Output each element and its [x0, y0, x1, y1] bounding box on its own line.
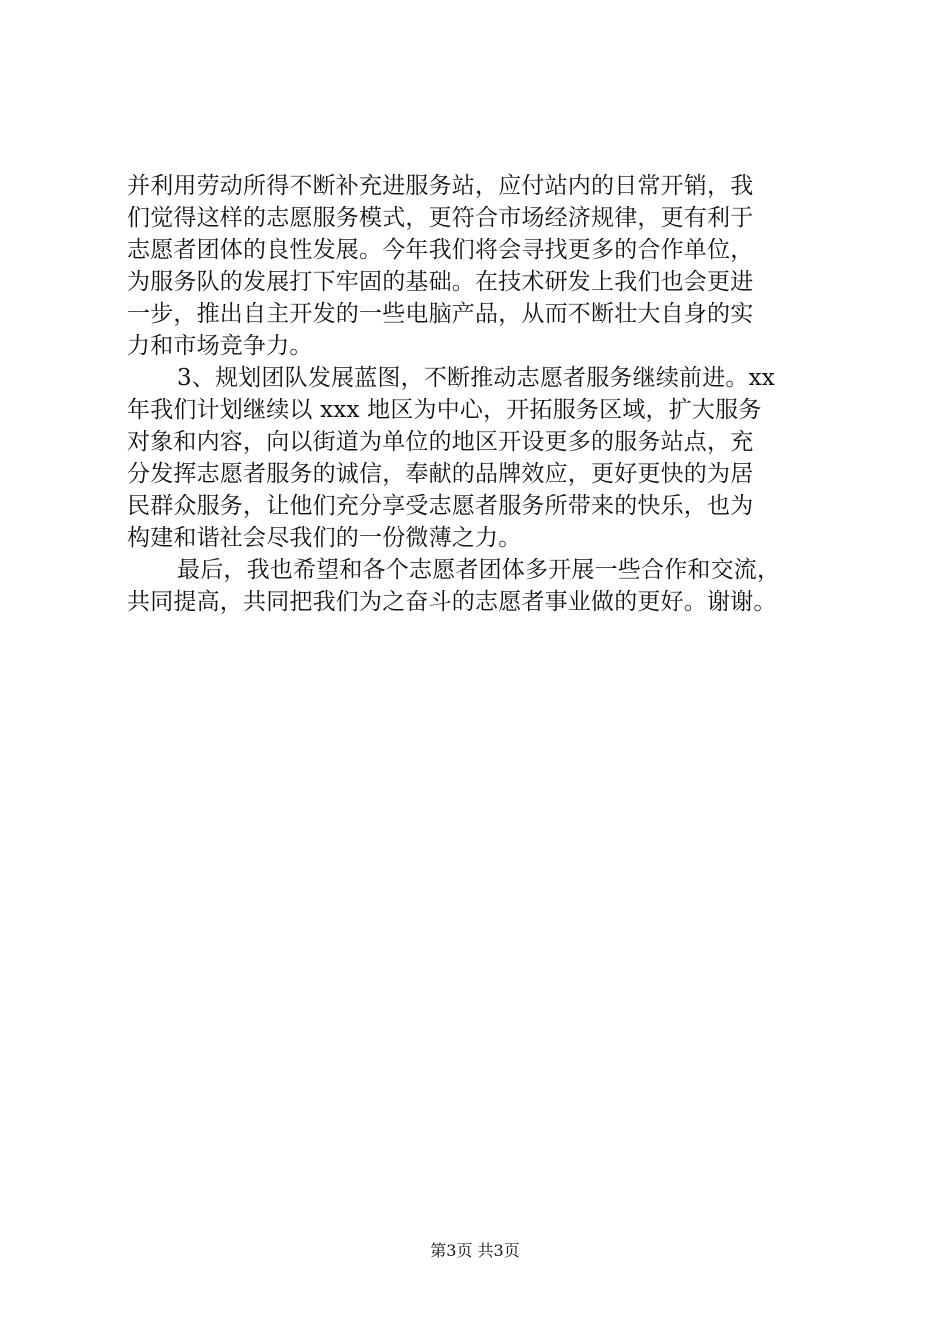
text-line: 年我们计划继续以 xxx 地区为中心，开拓服务区域，扩大服务	[127, 397, 762, 423]
text-line: 力和市场竞争力。	[127, 333, 313, 359]
paragraph-start-line: 最后，我也希望和各个志愿者团体多开展一些合作和交流，	[177, 557, 781, 583]
text-line: 民群众服务，让他们充分享受志愿者服务所带来的快乐，也为	[127, 493, 754, 519]
page-footer	[0, 1241, 950, 1261]
text-line: 志愿者团体的良性发展。今年我们将会寻找更多的合作单位，	[127, 237, 754, 263]
document-body	[127, 170, 827, 618]
text-line: 分发挥志愿者服务的诚信，奉献的品牌效应，更好更快的为居	[127, 461, 754, 487]
page-number-indicator: 第3页 共3页	[430, 1241, 520, 1260]
text-line: 对象和内容，向以街道为单位的地区开设更多的服务站点，充	[127, 429, 754, 455]
paragraph-start-line: 3、规划团队发展蓝图，不断推动志愿者服务继续前进。xx	[177, 365, 775, 391]
text-line: 一步，推出自主开发的一些电脑产品，从而不断壮大自身的实	[127, 301, 754, 327]
text-line: 共同提高，共同把我们为之奋斗的志愿者事业做的更好。谢谢。	[127, 589, 777, 615]
text-line: 构建和谐社会尽我们的一份微薄之力。	[127, 525, 522, 551]
text-line: 并利用劳动所得不断补充进服务站，应付站内的日常开销，我	[127, 173, 754, 199]
text-line: 为服务队的发展打下牢固的基础。在技术研发上我们也会更进	[127, 269, 754, 295]
text-line: 们觉得这样的志愿服务模式，更符合市场经济规律，更有利于	[127, 205, 754, 231]
